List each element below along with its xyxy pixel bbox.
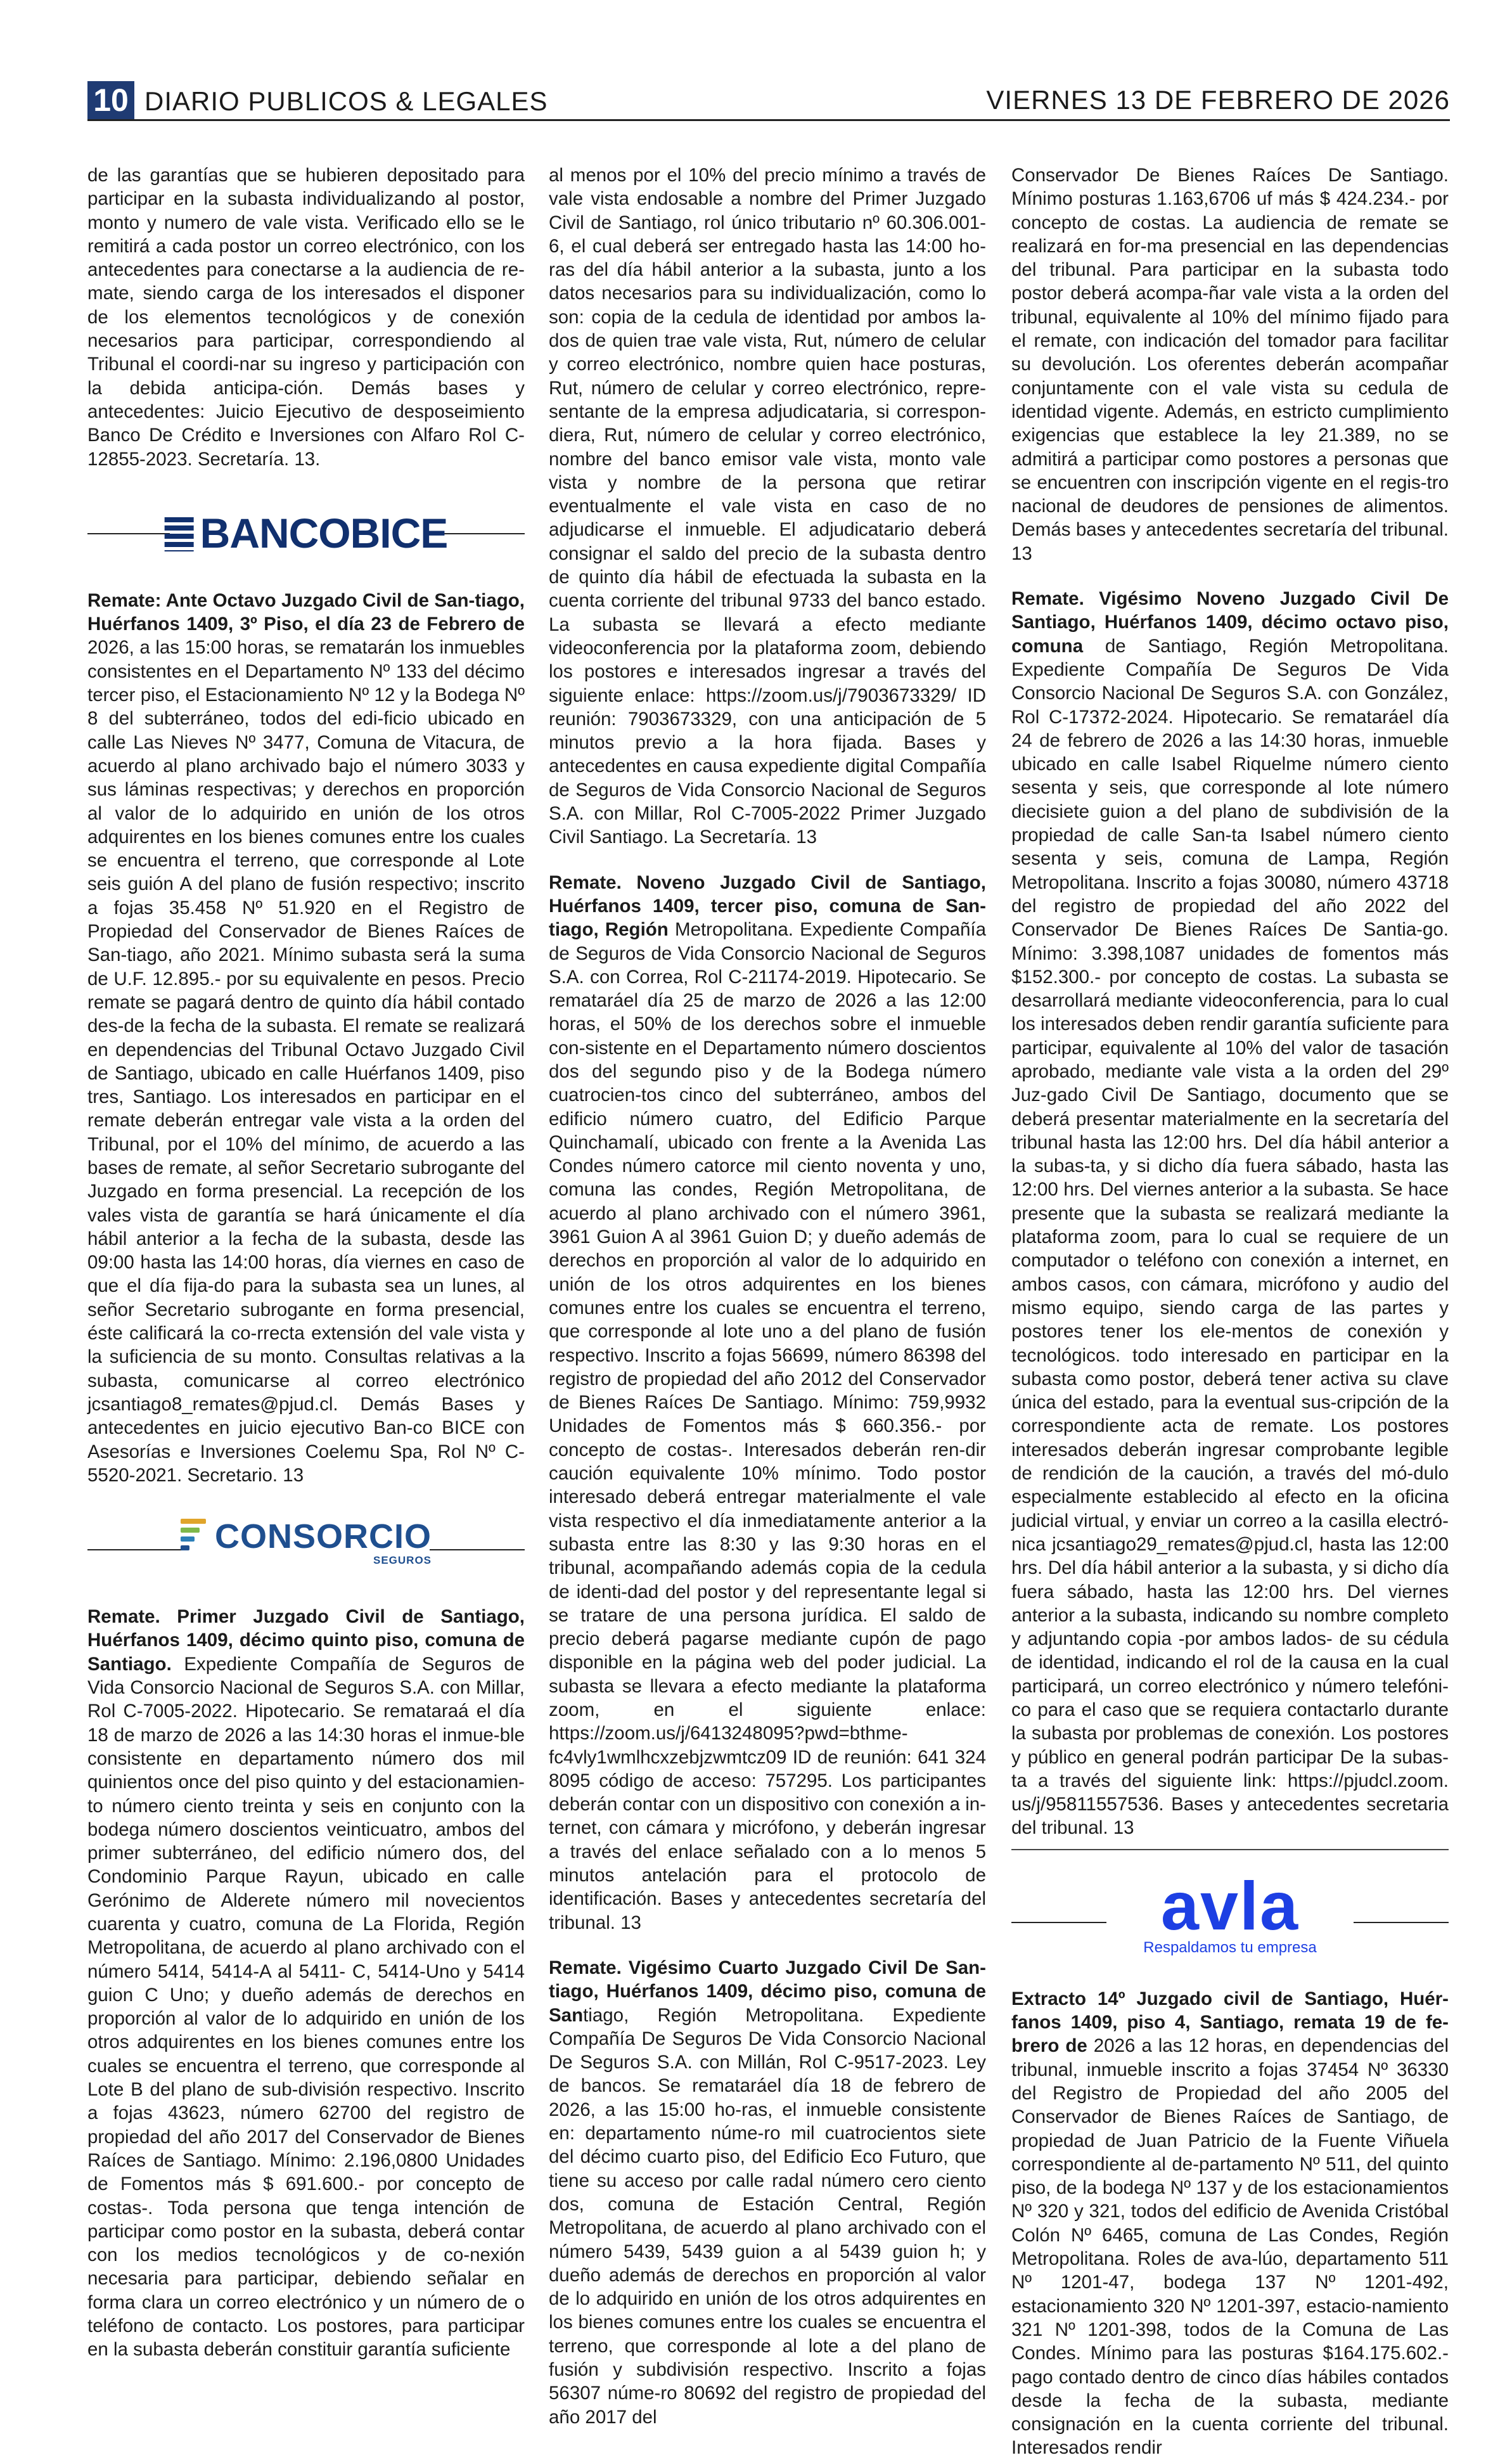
divider-right — [430, 1549, 525, 1550]
notice-heading: Remate. Noveno Juzgado Civil de Santiago, Huérfanos 1409, tercer piso, comuna de San-tiago, Región — [549, 872, 986, 941]
notice-heading: Remate: Ante Octavo Juzgado Civil de San-tiago, Huérfanos 1409, 3º Piso, el día 23 de Febrero de — [87, 589, 525, 635]
notice-body: de Santiago, Región Metropolitana. Expediente Compañía De Seguros De Vida Consorcio Nacional De Seguros S.A. con González, Rol C-17372-2024. Hipotecario. Se remataráel día 24 de febrero de 2026 a las 14:30 horas, inmueble ubicado en calle Isabel Riquelme número ciento sesenta y seis, que corresponde al lote número diecisiete guion a del plano de subdivisión de la propiedad de calle San-ta Isabel número ciento sesenta y seis, comuna de Lampa, Región Metropolitana. Inscrito a fojas 30080, número 43718 del registro de propiedad del año 2022 del Conservador De Bienes Raíces De Santia-go. Mínimo: 3.398,1087 unidades de fomentos más $152.300.- por concepto de costas. La subasta se desarrollará mediante videoconferencia, para lo cual los interesados deben rendir garantía suficiente para participar, equivalente al 10% del valor de tasación aprobado, mediante vale vista a la orden del 29º Juz-gado Civil De Santiago, documento que se deberá presentar materialmente en la secretaría del tribunal hasta las 12:00 hrs. Del día hábil anterior a la subas-ta, y si dicho día fuera sábado, hasta las 12:00 hrs. Del viernes anterior a la subasta. Se hace presente que la subasta se realizará mediante la plataforma zoom, para lo cual se requiere de un computador o teléfono con conexión a internet, en ambos casos, con cámara, micrófono y audio del mismo equipo, siendo carga de las partes y postores tener los ele-mentos de conexión y tecnológicos. todo interesado en participar en la subasta como postor, deberá tener activa su clave única del estado, para la eventual sus-cripción de la correspondiente acta de remate. Los postores interesados deberán ingresar comprobante legible de rendición de la caución, a través del mó-dulo especialmente establecido al efecto en la oficina judicial virtual, y enviar un correo a la casilla electró-nica jcsantiago29_remates@pjud.cl, hasta las 12:00 hrs. Del día hábil anterior a la subasta, y si dicho día fuera sábado, hasta las 12:00 hrs. Del viernes anterior a la subasta, indicando su nombre completo y adjuntando copia -por ambos lados- de su cédula de identidad, indicando el rol de la causa en la cual participará, un correo electrónico y número telefóni-co para el caso que se requiera contactarlo durante la subasta por problemas de conexión. Los postores y público en general podrán participar De la subas-ta a través del siguiente link: https://pjudcl.zoom. us/j/95811557536. Bases y antecedentes secretaria del tribunal. 13 — [1011, 635, 1449, 1839]
consorcio-logo-block — [87, 1505, 525, 1594]
notice-body: 2026 a las 12 horas, en dependencias del tribunal, inmueble inscrito a fojas 37454 Nº 36330 del Registro de Propiedad del año 2005 del Conservador de Bienes Raíces de Santiago, de propiedad de Juan Patricio de la Fuente Viñuela correspondiente al de-partamento Nº 511, del quinto piso, de la bodega Nº 137 y de los estacionamientos Nº 320 y 321, todos del edificio de Avenida Cristóbal Colón Nº 6465, comuna de Las Condes, Región Metropolitana. Roles de ava-lúo, departamento 511 Nº 1201-47, bodega 137 Nº 1201-492, estacionamiento 320 Nº 1201-397, estacio-namiento 321 Nº 1201-398, todos de la Comuna de Las Condes. Mínimo para las posturas $164.175.602.- pago contado dentro de cinco días hábiles contados desde la fecha de la subasta, mediante consignación en la cuenta corriente del tribunal. Interesados rendir — [1011, 2035, 1449, 2459]
notice-body: 2026, a las 15:00 horas, se rematarán los inmuebles consistentes en el Departamento Nº 133 del décimo tercer piso, el Estacionamiento Nº 12 y la Bodega Nº 8 del subterráneo, todos del edi-ficio ubicado en calle Las Nieves Nº 3477, Comuna de Vitacura, de acuerdo al plano archivado bajo el número 3033 y sus láminas respectivas; y derechos en proporción al valor de lo adquirido en unión de los otros adquirentes en los bienes comunes entre los cuales se encuentra el terreno, que corresponde al Lote seis guión A del plano de fusión respectivo; inscrito a fojas 35.458 Nº 51.920 en el Registro de Propiedad del Conservador de Bienes Raíces de San-tiago, año 2021. Mínimo subasta será la suma de U.F. 12.895.- por su equivalente en pesos. Precio remate se pagará dentro de quinto día hábil contado des-de la fecha de la subasta. El remate se realizará en dependencias del Tribunal Octavo Juzgado Civil de Santiago, ubicado en calle Huérfanos 1409, piso tres, Santiago. Los interesados en participar en el remate deberán entregar vale vista a la orden del Tribunal, por el 10% del mínimo, de acuerdo a las bases de remate, al señor Secretario subrogante del Juzgado en forma presencial. La recepción de los vales vista de garantía se hará únicamente el día hábil anterior a la fecha de la subasta, desde las 09:00 hasta las 14:00 horas, día viernes en caso de que el día fija-do para la subasta sea un lunes, al señor Secretario subrogante en forma presencial, éste calificará la co-rrecta extensión del vale vista y la suficiencia de su monto. Consultas relativas a la subasta, comunicarse al correo electrónico jcsantiago8_remates@pjud.cl. Demás Bases y antecedentes en juicio ejecutivo Ban-co BICE con Asesorías e Inversiones Coelemu Spa, Rol Nº C-5520-2021. Secretario. 13 — [87, 637, 525, 1486]
column-3 — [1011, 164, 1449, 2459]
notice-primer-juzgado — [87, 1605, 525, 2362]
divider — [1011, 1849, 1449, 1850]
bancobice-logo-text: BANCOBICE — [200, 509, 448, 557]
continued-notice: de las garantías que se hubieren depositado para participar en la subasta individualizando al postor, monto y numero de vale vista. Verificado ello se le remitirá a cada postor un correo electrónico, con los antecedentes para conectarse a la audiencia de re-mate, siendo carga de los interesados el disponer de los elementos tecnológicos y de conexión necesarios para participar, correspondiendo al Tribunal el coordi-nar su ingreso y participación con la debida anticipa-ción. Demás bases y antecedentes: Juicio Ejecutivo de desposeimiento Banco De Crédito e Inversiones con Alfaro Rol C-12855-2023. Secretaría. 13. — [87, 165, 525, 470]
notice-heading: Remate. Vigésimo Noveno Juzgado Civil De Santiago, Huérfanos 1409, décimo octavo piso, comuna — [1011, 588, 1449, 657]
divider-left — [87, 1549, 183, 1550]
consorcio-logo-subtext: SEGUROS — [373, 1554, 432, 1567]
page-number: 10 — [87, 81, 134, 119]
avla-logo-block — [1011, 1868, 1449, 1976]
notice-heading: Remate. Primer Juzgado Civil de Santiago, Huérfanos 1409, décimo quinto piso, comuna de Santiago. — [87, 1606, 525, 1675]
bice-bars-icon — [165, 517, 194, 551]
notice-body: Expediente Compañía de Seguros de Vida Consorcio Nacional de Seguros S.A. con Millar, Rol C-7005-2022. Hipotecario. Se remataraá el día 18 de marzo de 2026 a las 14:30 horas el inmue-ble consistente en departamento número dos mil quinientos once del piso quinto y del estacionamien-to número ciento treinta y seis en conjunto con la bodega número doscientos veinticuatro, ambos del primer subterráneo, del edificio número dos, del Condominio Parque Rayun, ubicado en calle Gerónimo de Alderete número mil novecientos cuarenta y cuatro, comuna de La Florida, Región Metropolitana, de acuerdo al plano archivado con el número 5414, 5414-A al 5411- C, 5414-Uno y 5414 guion C Uno; y dueño además de derechos en proporción al valor de lo adquirido en unión de los otros adquirentes en los bienes comunes entre los cuales se encuentra el terreno, que corresponde al Lote B del plano de sub-división respectivo. Inscrito a fojas 43623, número 62700 del registro de propiedad del año 2017 del Conservador de Bienes Raíces de Santiago. Mínimo: 2.196,0800 Unidades de Fomentos más $ 691.600.- por concepto de costas-. Toda persona que tenga intención de participar como postor en la subasta, deberá contar con los medios tecnológicos y de co-nexión necesaria para participar, debiendo señalar en forma clara un correo electrónico y un número de o teléfono de contacto. Los postores, para participar en la subasta deberán constituir garantía suficiente — [87, 1653, 525, 2360]
divider-left — [1011, 1922, 1106, 1923]
continued-notice: Conservador De Bienes Raíces De Santiago. Mínimo posturas 1.163,6706 uf más $ 424.234.- por concepto de costas. La audiencia de remate se realizará en for-ma presencial en las dependencias del tribunal. Para participar en la subasta todo postor deberá acompa-ñar vale vista a la orden del tribunal, equivalente al 10% del mínimo fijado para el remate, con indicación del tomador para facilitar su devolución. Los oferentes deberán acompañar conjuntamente con el vale vista su cedula de identidad vigente. Además, en estricto cumplimiento exigencias que establece la ley 21.389, no se admitirá a participar como postores a personas que se encuentren con inscripción vigente en el regis-tro nacional de deudores de pensiones de alimentos. Demás bases y antecedentes secretaría del tribunal. 13 — [1011, 165, 1449, 564]
consorcio-mark-icon — [181, 1519, 210, 1557]
notice-heading: Extracto 14º Juzgado civil de Santiago, Huér-fanos 1409, piso 4, Santiago, remata 19 de fe-brero de — [1011, 1988, 1449, 2057]
consorcio-logo — [181, 1519, 432, 1567]
divider-right — [1354, 1922, 1449, 1923]
column-1 — [87, 164, 525, 2360]
notice-14-juzgado — [1011, 1987, 1449, 2460]
notice-heading: Remate. Vigésimo Cuarto Juzgado Civil De San-tiago, Huérfanos 1409, décimo piso, comuna de San — [549, 1957, 986, 2026]
notice-body: Metropolitana. Expediente Compañía de Seguros de Vida Consorcio Nacional de Seguros S.A. con Correa, Rol C-21174-2019. Hipotecario. Se remataráel día 25 de marzo de 2026 a las 12:00 horas, el 50% de los derechos sobre el inmueble con-sistente en el Departamento número doscientos dos del segundo piso y de la Bodega número cuatrocien-tos cinco del subterráneo, ambos del edificio número cuatro, del Edificio Parque Quinchamalí, ubicado con frente a la Avenida Las Condes número catorce mil ciento noventa y uno, comuna las condes, Región Metropolitana, de acuerdo al plano archivado con el número 3961, 3961 Guion A al 3961 Guion D; y dueño además de derechos en proporción al valor de lo adquirido en unión de los otros adquirentes en los bienes comunes entre los cuales se encuentra el terreno, que corresponde al lote uno a del plano de fusión respectivo. Inscrito a fojas 56699, número 86398 del registro de propiedad del año 2012 del Conservador de Bienes Raíces De Santiago. Mínimo: 759,9932 Unidades de Fomentos más $ 660.356.- por concepto de costas-. Interesados deberán ren-dir caución equivalente 10% mínimo. Todo postor interesado deberá entregar materialmente el vale vista respectivo el día inmediatamente anterior a la subasta entre las 8:30 y las 9:30 horas en el tribunal, acompañando además copia de la cedula de identi-dad del postor y del representante legal si se tratare de una persona jurídica. El saldo de precio deberá pagarse mediante cupón de pago disponible en la página web del poder judicial. La subasta se llevara a efecto mediante la plataforma zoom, en el siguiente enlace: https://zoom.us/j/6413248095?pwd=bthme-fc4vly1wmlhcxzebjzwmtcz09 ID de reunión: 641 324 8095 código de acceso: 757295. Los participantes deberán contar con un dispositivo con conexión a in-ternet, con cámara y micrófono, y deberán ingresar a través del enlace señalado con a lo menos 5 minutos antelación para el protocolo de identificación. Bases y antecedentes secretaría del tribunal. 13 — [549, 919, 987, 1933]
divider-left — [87, 533, 170, 534]
column-2 — [549, 164, 987, 2428]
avla-tagline: Respaldamos tu empresa — [1143, 1938, 1317, 1956]
consorcio-logo-text: CONSORCIO — [214, 1517, 432, 1556]
publication-date: VIERNES 13 DE FEBRERO DE 2026 — [986, 85, 1450, 115]
avla-logo-text: avla — [1160, 1867, 1300, 1944]
notice-vigesimo-noveno-juzgado — [1011, 587, 1449, 1840]
publication-name: DIARIO PUBLICOS & LEGALES — [144, 86, 548, 116]
bancobice-logo — [165, 510, 448, 556]
bancobice-logo-block — [87, 489, 525, 577]
notice-body: tiago, Región Metropolitana. Expediente Compañía De Seguros De Vida Consorcio Nacional De Seguros S.A. con Millán, Rol C-9517-2023. Ley de bancos. Se remataráel día 18 de febrero de 2026, a las 15:00 ho-ras, el inmueble consistente en: departamento núme-ro mil cuatrocientos siete del décimo cuarto piso, del Edificio Eco Futuro, que tiene su acceso por calle radal número cero ciento dos, comuna de Estación Central, Región Metropolitana, de acuerdo al plano archivado con el número 5439, 5439 guion a al 5439 guion h; y dueño además de derechos en proporción al valor de lo adquirido en unión de los otros adquirentes en los bienes comunes entre los cuales se encuentra el terreno, que corresponde al lote a del plano de fusión y subdivisión respectivo. Inscrito a fojas 56307 núme-ro 80692 del registro de propiedad del año 2017 del — [549, 2004, 986, 2428]
avla-logo — [1143, 1867, 1317, 1957]
notice-noveno-juzgado — [549, 871, 986, 1935]
page-header — [87, 79, 1450, 117]
continued-notice: al menos por el 10% del precio mínimo a través de vale vista endosable a nombre del Primer Juzgado Civil de Santiago, rol único tributario nº 60.306.001-6, el cual deberá ser entregado hasta las 14:00 ho-ras del día hábil anterior a la subasta, junto a los datos necesarios para su individualización, como lo son: copia de la cedula de identidad por ambos la-dos de quien trae vale vista, Rut, número de celular y correo electrónico, nombre quien hace posturas, Rut, número de celular y correo electrónico, repre-sentante de la empresa adjudicataria, si correspon-diera, Rut, número de celular y correo electrónico, nombre del banco emisor vale vista, monto vale vista y nombre de la persona que retirar eventualmente el vale vista en caso de no adjudicarse el inmueble. El adjudicatario deberá consignar el saldo del precio de la subasta dentro de quinto día hábil de efectuada la subasta en la cuenta corriente del tribunal 9733 del banco estado. La subasta se llevará a efecto mediante videoconferencia por la plataforma zoom, debiendo los postores e interesados ingresar a través del siguiente enlace: https://zoom.us/j/7903673329/ ID reunión: 7903673329, con una anticipación de 5 minutos previo a la hora fijada. Bases y antecedentes en causa expediente digital Compañía de Seguros de Vida Consorcio Nacional de Seguros S.A. con Millar, Rol C-7005-2022 Primer Juzgado Civil Santiago. La Secretaría. 13 — [549, 165, 986, 848]
divider-right — [442, 533, 525, 534]
notice-vigesimo-cuarto-juzgado — [549, 1956, 986, 2429]
notice-octavo-juzgado — [87, 589, 525, 1487]
header-divider — [87, 119, 1450, 121]
